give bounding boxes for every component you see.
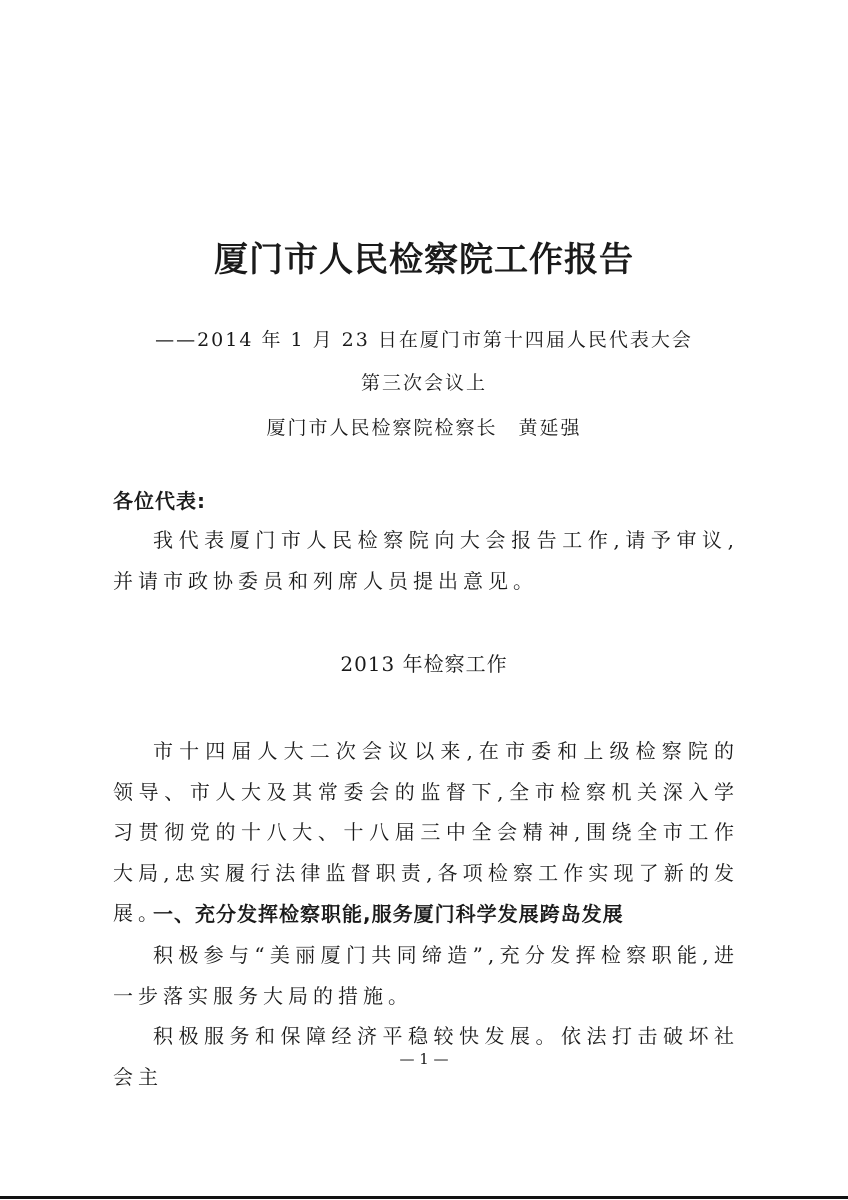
body-paragraph: 积极服务和保障经济平稳较快发展。依法打击破坏社会主 — [113, 1024, 739, 1089]
intro-paragraph: 我代表厦门市人民检察院向大会报告工作,请予审议,并请市政协委员和列席人员提出意见。 — [113, 528, 739, 593]
section-heading: 一、充分发挥检察职能,服务厦门科学发展跨岛发展 — [153, 902, 624, 926]
salutation: 各位代表: — [113, 489, 206, 513]
page-number: — 1 — — [399, 1050, 449, 1068]
bottom-divider — [0, 1196, 848, 1199]
subtitle-date-line: ——2014 年 1 月 23 日在厦门市第十四届人民代表大会 — [155, 329, 693, 351]
report-title: 厦门市人民检察院工作报告 — [214, 240, 634, 280]
subtitle-session-line: 第三次会议上 — [360, 372, 487, 394]
body-paragraph: 市十四届人大二次会议以来,在市委和上级检察院的领导、市人大及其常委会的监督下,全市检察机关深入学习贯彻党的十八大、十八届三中全会精神,围绕全市工作大局,忠实履行法律监督职责,各项检察工作实现了新的发展。 — [113, 739, 739, 925]
body-paragraph: 积极参与“美丽厦门共同缔造”,充分发挥检察职能,进一步落实服务大局的措施。 — [113, 943, 739, 1008]
subtitle-author-line: 厦门市人民检察院检察长 黄延强 — [266, 417, 582, 439]
section-title: 2013 年检察工作 — [340, 652, 508, 676]
